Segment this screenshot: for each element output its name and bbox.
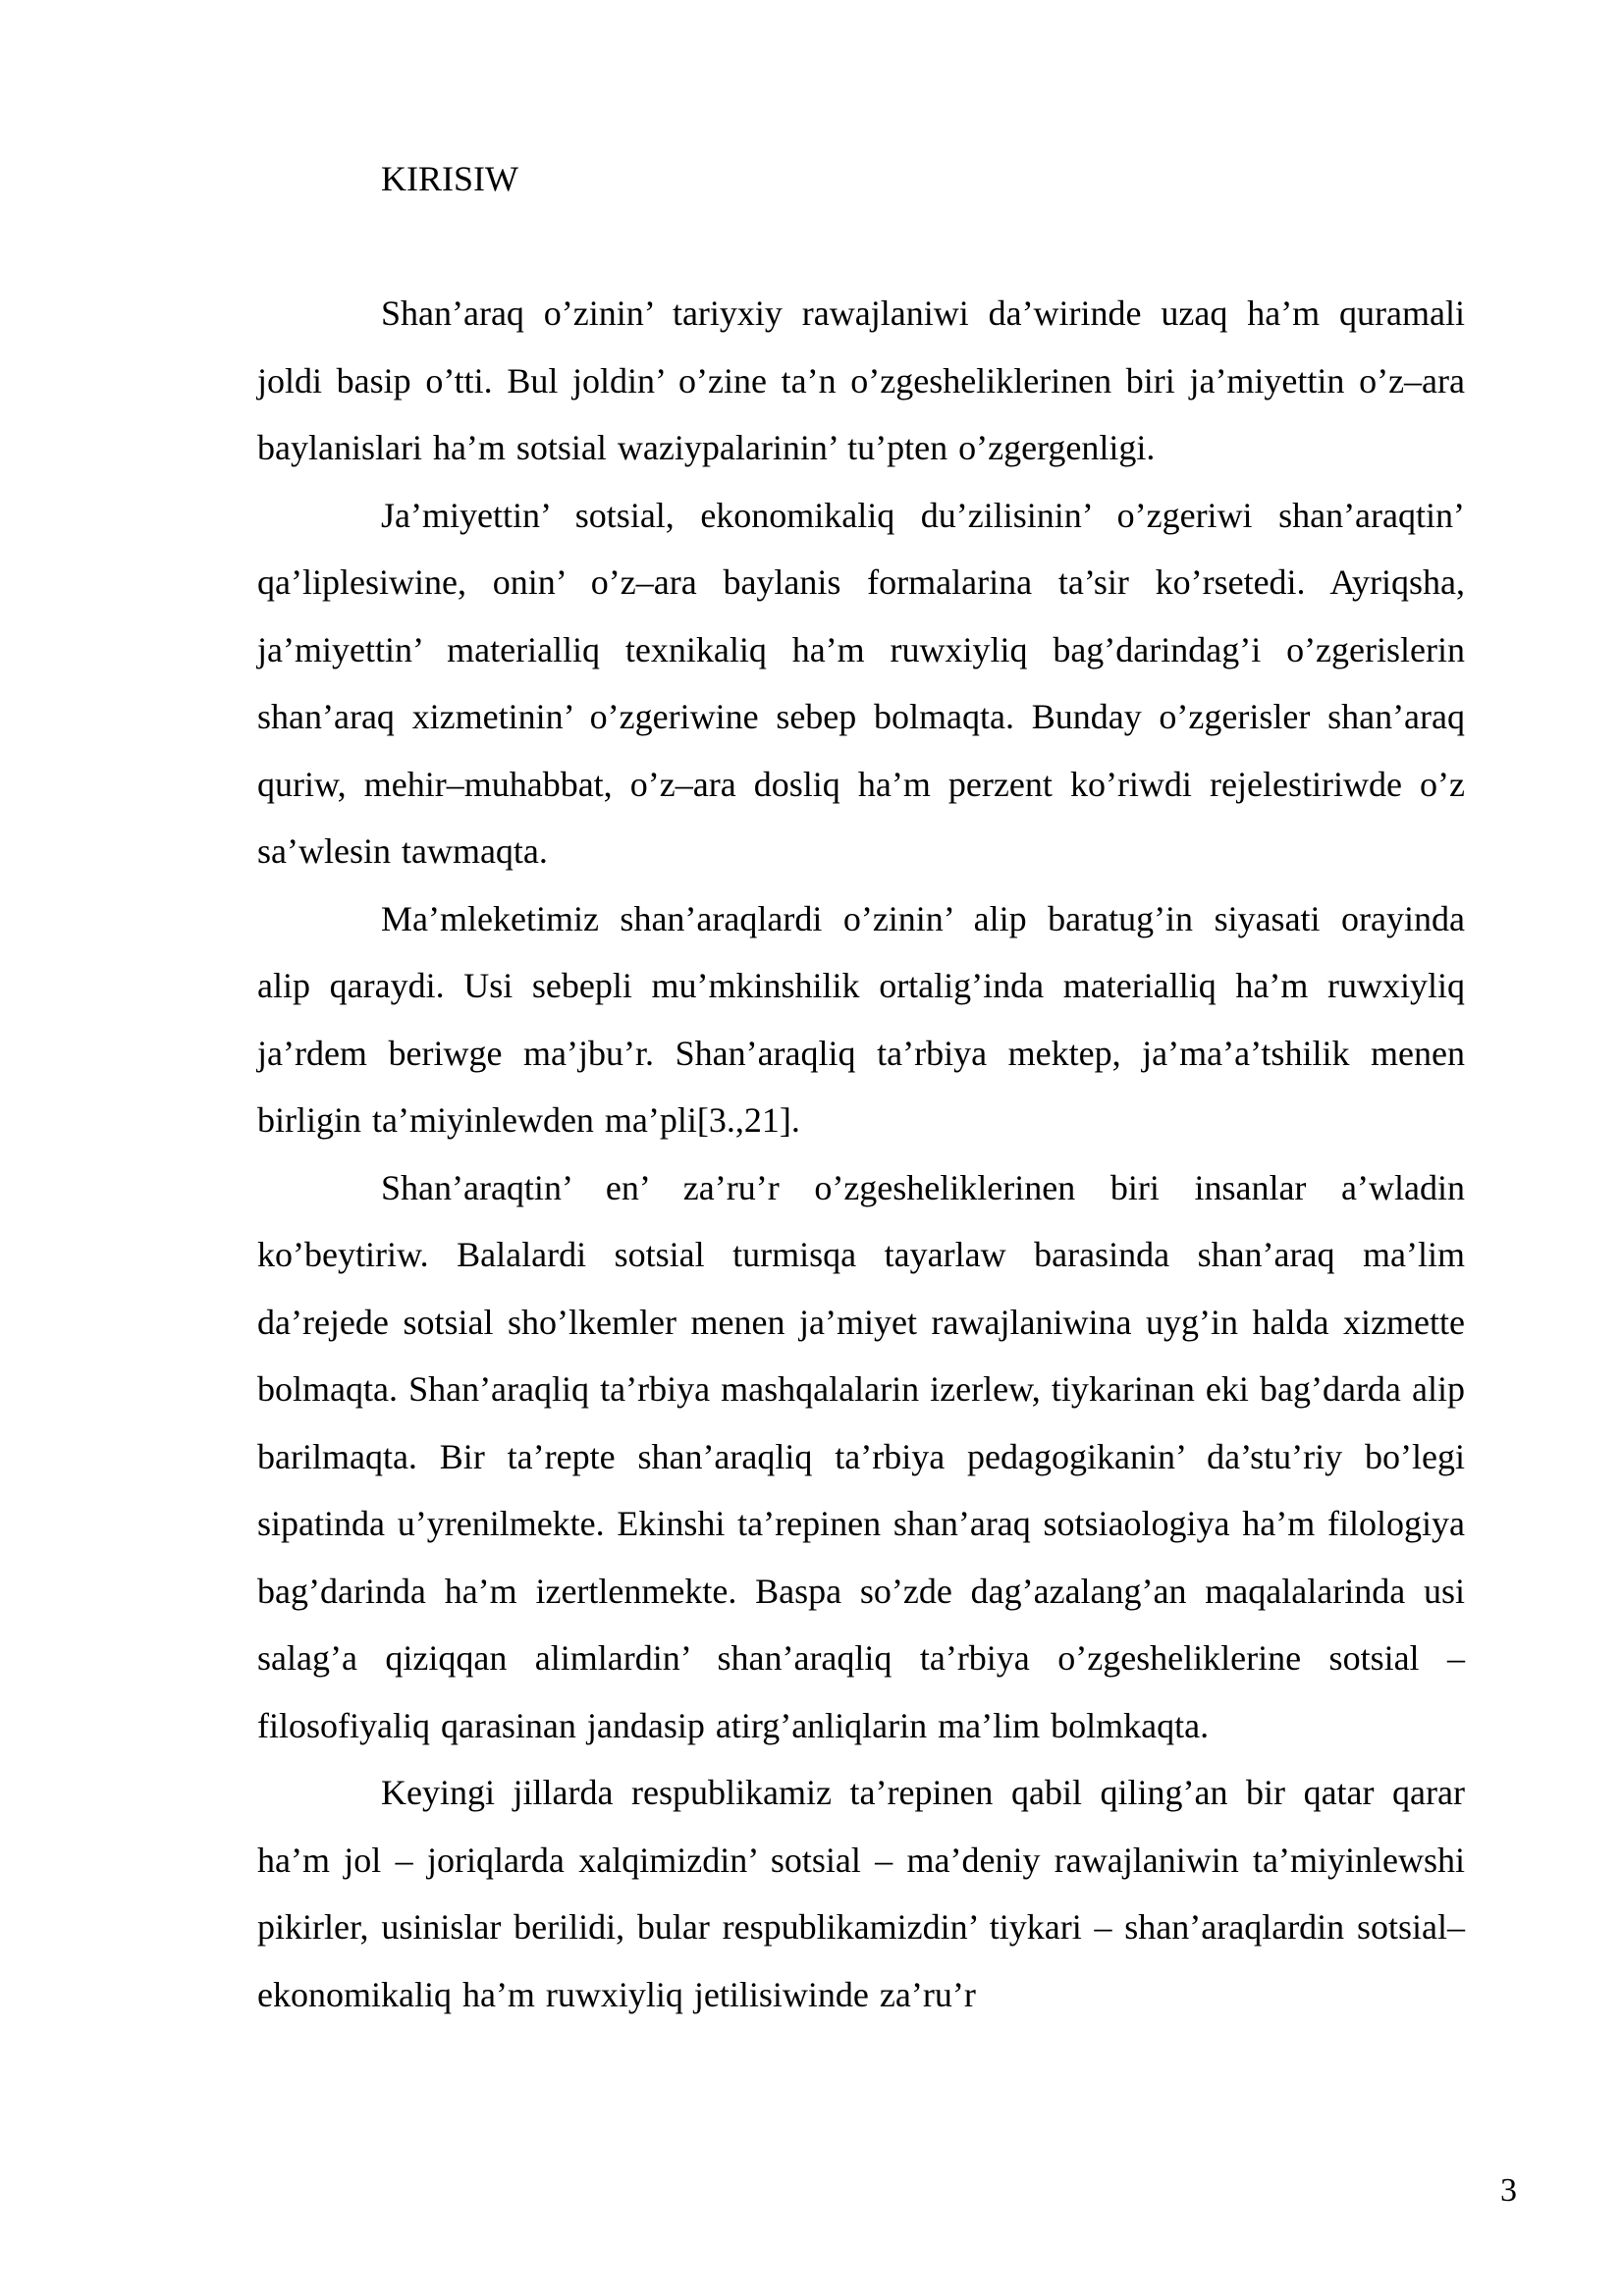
paragraph-4: Shan’araqtin’ en’ za’ru’r o’zgesheliklerinen biri insanlar a’wladin ko’beytiriw. Balalardi sotsial turmisqa tayarlaw barasinda shan’araq ma’lim da’rejede sotsial sho’lkemler menen ja’miyet rawajlaniwina uyg’in halda xizmette bolmaqta. Shan’araqliq ta’rbiya mashqalalarin izerlew, tiykarinan eki bag’darda alip barilmaqta. Bir ta’repte shan’araqliq ta’rbiya pedagogikanin’ da’stu’riy bo’legi sipatinda u’yrenilmekte. Ekinshi ta’repinen shan’araq sotsiaologiya ha’m filologiya bag’darinda ha’m izertlenmekte. Baspa so’zde dag’azalang’an maqalalarinda usi salag’a qiziqqan alimlardin’ shan’araqliq ta’rbiya o’zgesheliklerine sotsial – filosofiyaliq qarasinan jandasip atirg’anliqlarin ma’lim bolmkaqta. — [257, 1167, 1465, 1745]
body-text — [257, 280, 1465, 2028]
paragraph-1: Shan’araq o’zinin’ tariyxiy rawajlaniwi da’wirinde uzaq ha’m quramali joldi basip o’tti. Bul joldin’ o’zine ta’n o’zgesheliklerinen biri ja’miyettin o’z–ara baylanislari ha’m sotsial waziypalarinin’ tu’pten o’zgergenligi. — [257, 294, 1465, 467]
paragraph-2: Ja’miyettin’ sotsial, ekonomikaliq du’zilisinin’ o’zgeriwi shan’araqtin’ qa’liplesiwine, onin’ o’z–ara baylanis formalarina ta’sir ko’rsetedi. Ayriqsha, ja’miyettin’ materialliq texnikaliq ha’m ruwxiyliq bag’darindag’i o’zgerislerin shan’araq xizmetinin’ o’zgeriwine sebep bolmaqta. Bunday o’zgerisler shan’araq quriw, mehir–muhabbat, o’z–ara dosliq ha’m perzent ko’riwdi rejelestiriwde o’z sa’wlesin tawmaqta. — [257, 495, 1465, 871]
page-title: KIRISIW — [381, 159, 518, 198]
page-number: 3 — [1500, 2172, 1517, 2209]
paragraph-3: Ma’mleketimiz shan’araqlardi o’zinin’ alip baratug’in siyasati orayinda alip qaraydi. Usi sebepli mu’mkinshilik ortalig’inda materialliq ha’m ruwxiyliq ja’rdem beriwge ma’jbu’r. Shan’araqliq ta’rbiya mektep, ja’ma’a’tshilik menen birligin ta’miyinlewden ma’pli[3.,21]. — [257, 898, 1465, 1140]
paragraph-5: Keyingi jillarda respublikamiz ta’repinen qabil qiling’an bir qatar qarar ha’m jol – joriqlarda xalqimizdin’ sotsial – ma’deniy rawajlaniwin ta’miyinlewshi pikirler, usinislar berilidi, bular respublikamizdin’ tiykari – shan’araqlardin sotsial–ekonomikaliq ha’m ruwxiyliq jetilisiwinde za’ru’r — [257, 1773, 1465, 2014]
